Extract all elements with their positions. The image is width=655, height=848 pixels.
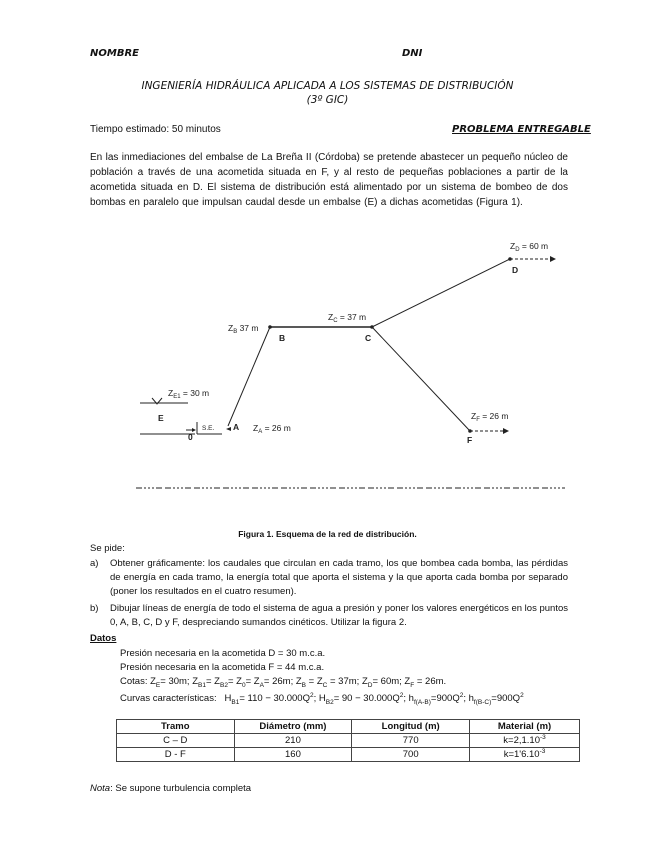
node-0-label: 0 (188, 432, 193, 442)
pipe-c-f (372, 327, 470, 431)
datos-heading: Datos (90, 633, 117, 644)
svg-text:ZF = 26 m: $Z_F = 26$ m (471, 411, 509, 423)
course-title: INGENIERÍA HIDRÁULICA APLICADA A LOS SISTEMAS DE DISTRIBUCIÓN (141, 80, 514, 92)
cell-tramo: D - F (117, 748, 235, 762)
zb-label: Z (228, 323, 234, 333)
datos-pressure-d: Presión necesaria en la acometida D = 30 m.c.a. (120, 648, 326, 659)
node-f-label: F (467, 435, 473, 445)
pipe-data-table (116, 719, 580, 762)
pipe-a-b (228, 327, 270, 426)
table-header-row (117, 720, 580, 734)
zc-label: Z (328, 312, 334, 322)
svg-text:ZD = 60 m: $Z_D = 60$ m (510, 241, 549, 253)
cell-material: $k=2,1.10^{-3}$ (470, 734, 580, 748)
pump-station-label: S.E. (202, 425, 215, 432)
question-a-text: Obtener gráficamente: los caudales que circulan en cada tramo, los que bombea cada bomba, las pérdidas de energía en cada tramo, la energía total que aporta el sistema y la que aporta cada bomba por separado (poner los resultados en el cuatro resumen). (110, 558, 568, 597)
nombre-label: NOMBRE (90, 48, 139, 59)
cell-tramo: C – D (117, 734, 235, 748)
zd-label: Z (510, 241, 516, 251)
node-d-label: D (512, 265, 519, 275)
col-material: Material (m) (470, 720, 580, 734)
question-a (90, 557, 568, 599)
ze-label: Z (168, 388, 174, 398)
datos-pressure-f: Presión necesaria en la acometida F = 44 m.c.a. (120, 662, 325, 673)
questions-heading: Se pide: (90, 543, 125, 554)
datos-curvas: Curvas características: $H_{B1}= 110 - 30.000Q^2$; $H_{B2}= 90 - 30.000Q^2$; $h_{f(A-B)}=900Q^2$; $h_{f(B-C)}=900Q^2$ (120, 692, 524, 707)
zf-label: Z (471, 411, 477, 421)
svg-text:ZE1 = 30 m: $Z_{E1} = 30$ m (168, 388, 210, 400)
pipe-c-d (372, 259, 510, 327)
cell-diametro: 210 (234, 734, 352, 748)
col-longitud: Longitud (m) (352, 720, 470, 734)
node-c-label: C (365, 333, 372, 343)
table-row (117, 734, 580, 748)
cell-diametro: 160 (234, 748, 352, 762)
datos-cotas: Cotas: $Z_E= 30m$; $Z_{B1}= Z_{B2}= Z_0= Z_A= 26m$; $Z_B = Z_C = 37m$; $Z_D= 60m$; $Z_F = 26m$. (120, 676, 447, 689)
node-b-label: B (279, 333, 286, 343)
nota (90, 782, 251, 796)
intro-paragraph: En las inmediaciones del embalse de La Breña II (Córdoba) se pretende abastecer un pequeño núcleo de población a través de una acometida situada en F, y al resto de pequeñas poblaciones a partir de la acometida situada en D. El sistema de distribución está alimentado por un sistema de bombeo de dos bombas en paralelo que impulsan caudal desde un embalse (E) a dichas acometidas (Figura 1). (90, 152, 568, 208)
question-b (90, 602, 568, 630)
cell-longitud: 770 (352, 734, 470, 748)
question-a-marker: a) (90, 558, 99, 569)
col-diametro: Diámetro (mm) (234, 720, 352, 734)
question-b-text: Dibujar líneas de energía de todo el sistema de agua a presión y poner los valores energéticos en los puntos 0, A, B, C, D y F, despreciando sumandos cinéticos. Utilizar la figura 2. (110, 603, 568, 628)
svg-text:ZA = 26 m: $Z_A = 26$ m (253, 423, 291, 435)
cell-material: $k=1'6.10^{-3}$ (470, 748, 580, 762)
time-estimate: Tiempo estimado: 50 minutos (90, 124, 221, 135)
figure-caption: Figura 1. Esquema de la red de distribución. (238, 529, 417, 539)
nota-label: Nota (90, 783, 111, 794)
col-tramo: Tramo (117, 720, 235, 734)
cell-longitud: 700 (352, 748, 470, 762)
reservoir-e-label: E (158, 413, 164, 423)
svg-text:ZC = 37 m: $Z_C = 37$ m (328, 312, 367, 324)
nota-text: : Se supone turbulencia completa (110, 783, 252, 794)
za-label: Z (253, 423, 259, 433)
node-a-label: A (233, 422, 240, 432)
dni-label: DNI (402, 48, 423, 59)
table-row (117, 748, 580, 762)
course-subtitle: (3º GIC) (306, 94, 349, 106)
svg-text:ZB 37 m: $Z_B$ 37 m (228, 323, 259, 335)
problem-label: PROBLEMA ENTREGABLE (452, 124, 591, 135)
question-b-marker: b) (90, 603, 99, 614)
